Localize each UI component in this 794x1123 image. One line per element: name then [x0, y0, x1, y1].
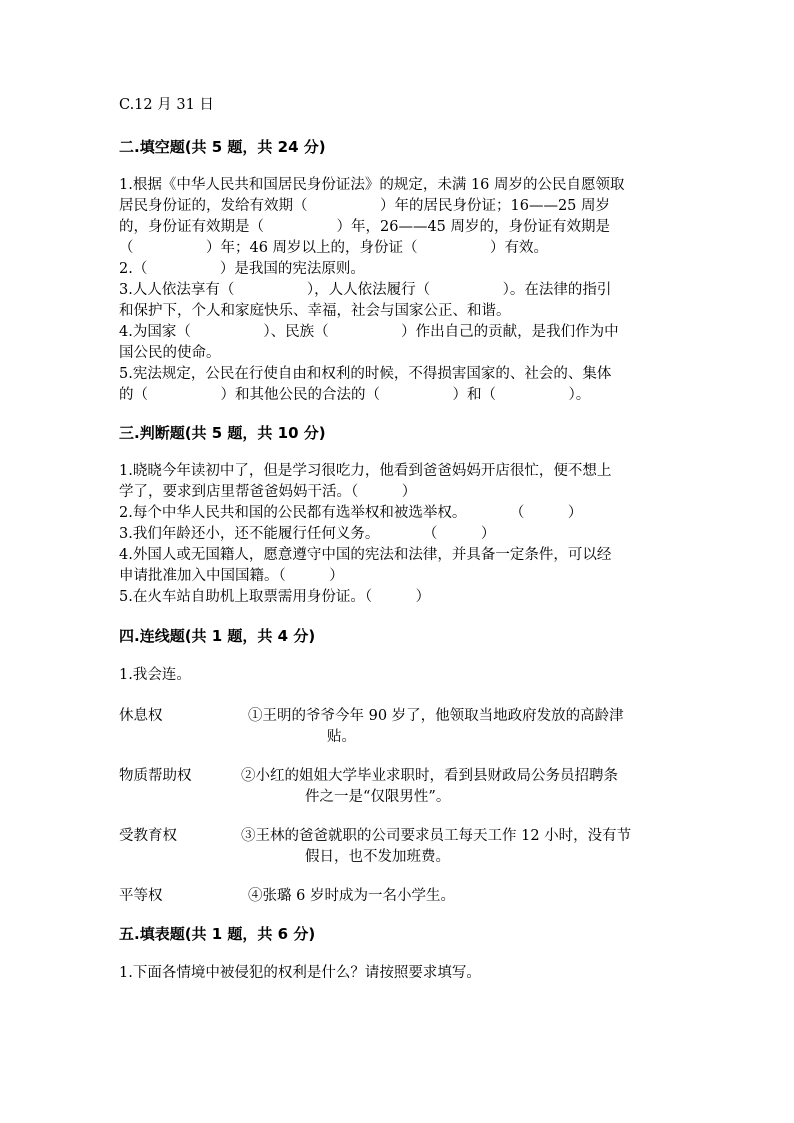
fill-blank-line: 的（ ）和其他公民的合法的（ ）和（ ）。 — [119, 387, 591, 403]
fill-blank-line: 2.（ ）是我国的宪法原则。 — [119, 261, 365, 277]
section-heading-table-fill: 五.填表题(共 1 题，共 6 分) — [119, 925, 316, 943]
option-c: C.12 月 31 日 — [119, 97, 214, 113]
match-right-item: ③王林的爸爸就职的公司要求员工每天工作 12 小时，没有节 — [241, 828, 632, 844]
match-right-item-cont: 贴。 — [327, 729, 356, 745]
judge-line: 5.在火车站自助机上取票需用身份证。（ ） — [119, 589, 431, 605]
match-intro: 1.我会连。 — [119, 667, 191, 683]
fill-blank-line: 和保护下，个人和家庭快乐、幸福，社会与国家公正、和谐。 — [119, 303, 511, 319]
fill-blank-line: 3.人人依法享有（ ），人人依法履行（ ）。在法律的指引 — [119, 282, 612, 298]
fill-blank-line: 4.为国家（ ）、民族（ ）作出自己的贡献，是我们作为中 — [119, 324, 619, 340]
fill-blank-line: 居民身份证的，发给有效期（ ）年的居民身份证；16——25 周岁 — [119, 198, 611, 214]
section-heading-match: 四.连线题(共 1 题，共 4 分) — [119, 627, 316, 645]
match-left-item: 平等权 — [119, 888, 163, 904]
judge-line: 1.晓晓今年读初中了，但是学习很吃力，他看到爸爸妈妈开店很忙，便不想上 — [119, 463, 612, 479]
match-right-item-cont: 假日，也不发加班费。 — [305, 849, 450, 865]
fill-blank-line: 国公民的使命。 — [119, 345, 221, 361]
fill-blank-line: （ ）年；46 周岁以上的，身份证（ ）有效。 — [119, 240, 549, 256]
judge-line: 2.每个中华人民共和国的公民都有选举权和被选举权。 （ ） — [119, 505, 583, 521]
judge-line: 学了，要求到店里帮爸爸妈妈干活。（ ） — [119, 484, 417, 500]
fill-blank-line: 1.根据《中华人民共和国居民身份证法》的规定，未满 16 周岁的公民自愿领取 — [119, 177, 625, 193]
judge-line: 3.我们年龄还小，还不能履行任何义务。 （ ） — [119, 526, 496, 542]
fill-blank-line: 5.宪法规定，公民在行使自由和权利的时候，不得损害国家的、社会的、集体 — [119, 366, 612, 382]
section-heading-judge: 三.判断题(共 5 题，共 10 分) — [119, 424, 326, 442]
match-left-item: 休息权 — [119, 708, 163, 724]
judge-line: 4.外国人或无国籍人，愿意遵守中国的宪法和法律，并具备一定条件，可以经 — [119, 547, 612, 563]
match-right-item: ④张璐 6 岁时成为一名小学生。 — [248, 888, 455, 904]
table-fill-intro: 1.下面各情境中被侵犯的权利是什么？请按照要求填写。 — [119, 965, 481, 981]
match-left-item: 受教育权 — [119, 828, 177, 844]
match-right-item-cont: 件之一是“仅限男性”。 — [305, 789, 451, 805]
fill-blank-line: 的，身份证有效期是（ ）年，26——45 周岁的，身份证有效期是 — [119, 219, 611, 235]
judge-line: 申请批准加入中国国籍。（ ） — [119, 568, 344, 584]
match-right-item: ②小红的姐姐大学毕业求职时，看到县财政局公务员招聘条 — [241, 768, 618, 784]
match-left-item: 物质帮助权 — [119, 768, 192, 784]
section-heading-fill-blank: 二.填空题(共 5 题，共 24 分) — [119, 138, 326, 156]
match-right-item: ①王明的爷爷今年 90 岁了，他领取当地政府发放的高龄津 — [248, 708, 624, 724]
